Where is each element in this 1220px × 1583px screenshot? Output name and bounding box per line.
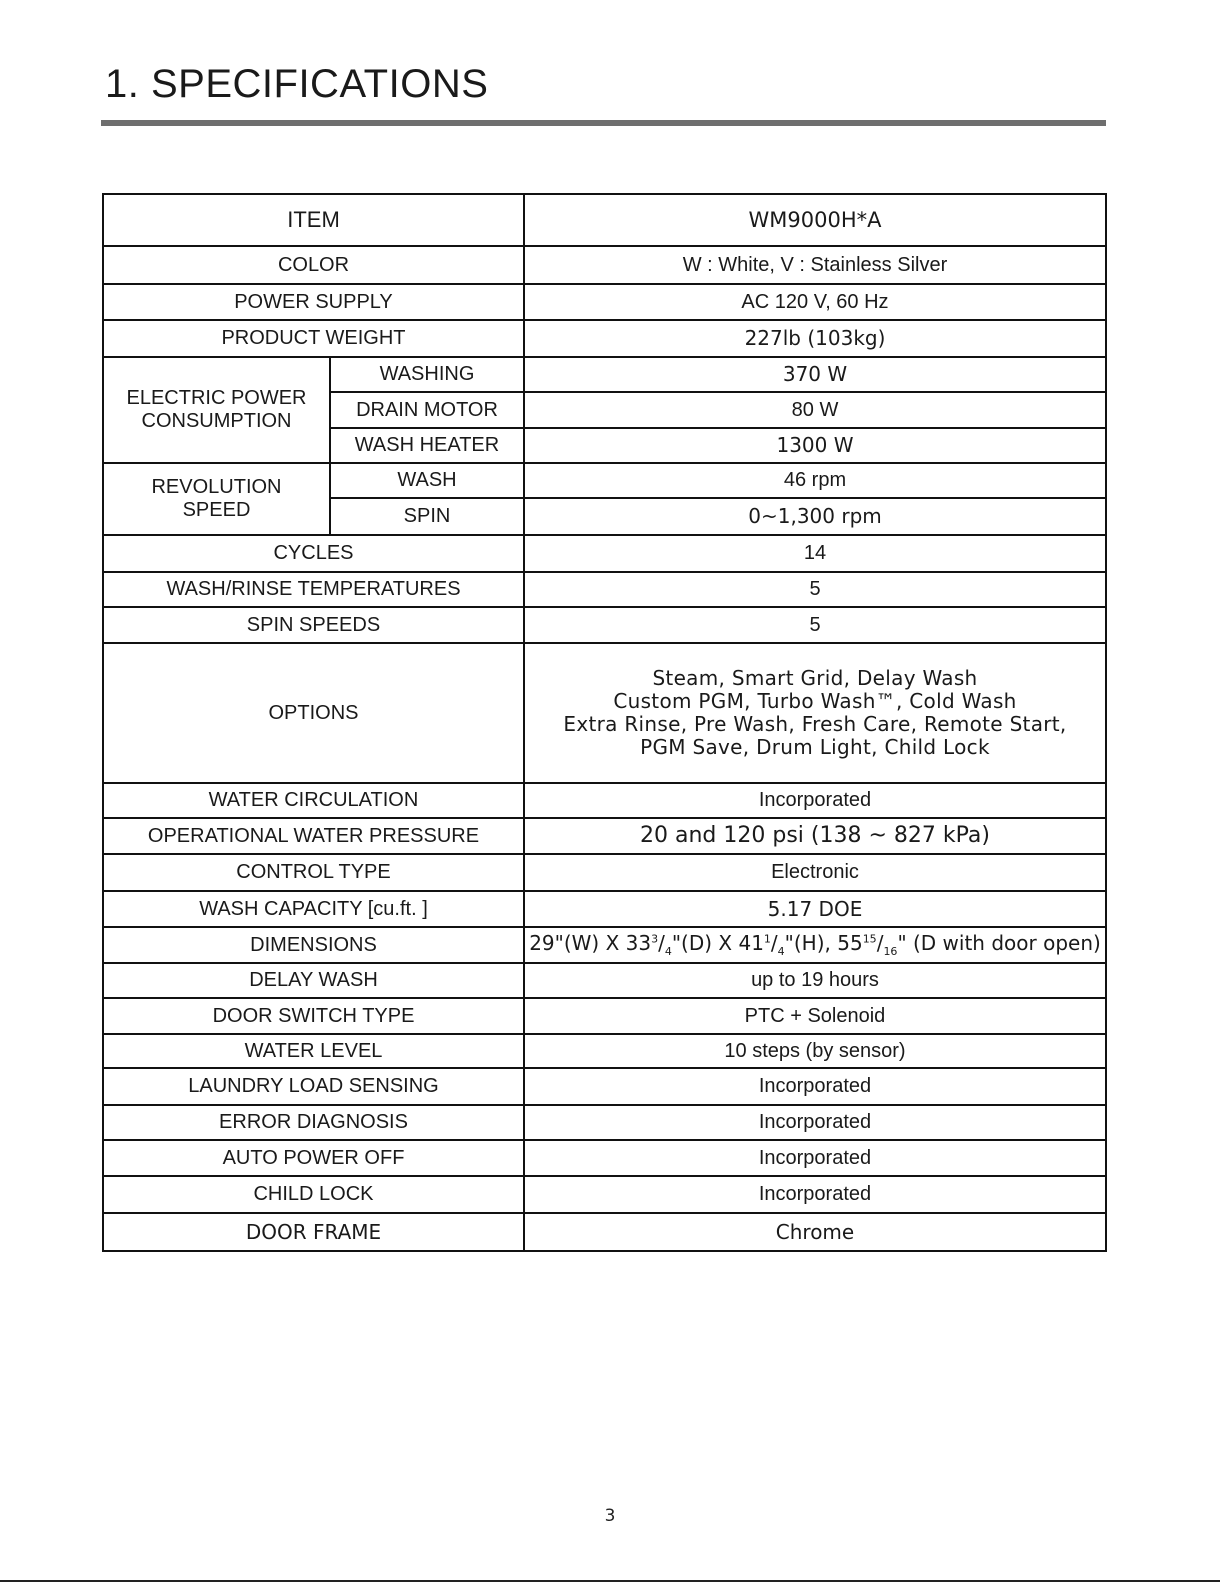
table-row xyxy=(103,1176,1106,1213)
revolution-speed-label xyxy=(103,463,330,535)
table-row xyxy=(103,891,1106,927)
options-line-4: PGM Save, Drum Light, Child Lock xyxy=(640,735,990,759)
delay-wash-label: DELAY WASH xyxy=(103,963,524,998)
options-label: OPTIONS xyxy=(103,643,524,783)
table-row xyxy=(103,818,1106,854)
color-label: COLOR xyxy=(103,246,524,284)
table-row xyxy=(103,1105,1106,1140)
electric-power-label-line2: CONSUMPTION xyxy=(141,410,292,432)
dimensions-label: DIMENSIONS xyxy=(103,927,524,963)
table-row xyxy=(103,1140,1106,1176)
fraction-1-numerator: 3 xyxy=(651,932,659,946)
table-row xyxy=(103,998,1106,1034)
bottom-edge-line xyxy=(0,1580,1220,1582)
water-circulation-value: Incorporated xyxy=(524,783,1106,818)
table-header-row xyxy=(103,194,1106,246)
power-supply-value: AC 120 V, 60 Hz xyxy=(524,284,1106,320)
dimensions-part-1: 29"(W) X 33 xyxy=(529,930,652,955)
table-row xyxy=(103,963,1106,998)
laundry-load-sensing-value: Incorporated xyxy=(524,1068,1106,1105)
table-row xyxy=(103,1213,1106,1251)
drain-motor-value: 80 W xyxy=(524,392,1106,428)
spin-rpm-value: 0~1,300 rpm xyxy=(524,498,1106,535)
wash-rpm-value: 46 rpm xyxy=(524,463,1106,498)
electric-power-label-line1: ELECTRIC POWER xyxy=(126,387,307,409)
options-line-2: Custom PGM, Turbo Wash™, Cold Wash xyxy=(613,689,1017,713)
table-row xyxy=(103,1068,1106,1105)
spin-speeds-value: 5 xyxy=(524,607,1106,643)
title-underline xyxy=(101,120,1106,126)
table-row xyxy=(103,284,1106,320)
water-level-value: 10 steps (by sensor) xyxy=(524,1034,1106,1068)
auto-power-off-label: AUTO POWER OFF xyxy=(103,1140,524,1176)
fraction-3-numerator: 15 xyxy=(862,932,877,946)
electric-power-label xyxy=(103,357,330,463)
dimensions-value: 29"(W) X $33^3/_4"(D)$ X $41^1/_4"(H)$, $55^{15}/_{16}$" (D with door open) xyxy=(524,927,1106,963)
door-frame-label: DOOR FRAME xyxy=(103,1213,524,1251)
wash-rinse-temps-label: WASH/RINSE TEMPERATURES xyxy=(103,572,524,607)
fraction-2-numerator: 1 xyxy=(763,932,771,946)
wash-rinse-temps-value: 5 xyxy=(524,572,1106,607)
table-row xyxy=(103,320,1106,357)
wash-heater-value: 1300 W xyxy=(524,428,1106,463)
wash-capacity-label: WASH CAPACITY [cu.ft. ] xyxy=(103,891,524,927)
washing-value: 370 W xyxy=(524,357,1106,392)
power-supply-label: POWER SUPPLY xyxy=(103,284,524,320)
cycles-label: CYCLES xyxy=(103,535,524,572)
washing-label: WASHING xyxy=(330,357,524,392)
door-switch-type-label: DOOR SWITCH TYPE xyxy=(103,998,524,1034)
table-row xyxy=(103,607,1106,643)
fraction-2-denominator: 4 xyxy=(777,944,785,958)
child-lock-label: CHILD LOCK xyxy=(103,1176,524,1213)
spin-rpm-label: SPIN xyxy=(330,498,524,535)
wash-capacity-value: 5.17 DOE xyxy=(524,891,1106,927)
water-circulation-label: WATER CIRCULATION xyxy=(103,783,524,818)
control-type-value: Electronic xyxy=(524,854,1106,891)
operational-water-pressure-label: OPERATIONAL WATER PRESSURE xyxy=(103,818,524,854)
fraction-1-denominator: 4 xyxy=(664,944,672,958)
options-line-3: Extra Rinse, Pre Wash, Fresh Care, Remote Start, xyxy=(563,712,1067,736)
revolution-speed-label-line2: SPEED xyxy=(182,499,251,521)
table-row xyxy=(103,783,1106,818)
product-weight-value: 227lb (103kg) xyxy=(524,320,1106,357)
water-level-label: WATER LEVEL xyxy=(103,1034,524,1068)
table-row xyxy=(103,572,1106,607)
dimensions-part-2: "(D) X 41 xyxy=(671,930,764,955)
wash-heater-label: WASH HEATER xyxy=(330,428,524,463)
operational-water-pressure-value: 20 and 120 psi (138 ~ 827 kPa) xyxy=(524,818,1106,854)
table-row xyxy=(103,927,1106,963)
table-row xyxy=(103,535,1106,572)
control-type-label: CONTROL TYPE xyxy=(103,854,524,891)
color-value: W : White, V : Stainless Silver xyxy=(524,246,1106,284)
options-value xyxy=(524,643,1106,783)
error-diagnosis-label: ERROR DIAGNOSIS xyxy=(103,1105,524,1140)
header-item: ITEM xyxy=(103,194,524,246)
laundry-load-sensing-label: LAUNDRY LOAD SENSING xyxy=(103,1068,524,1105)
wash-rpm-label: WASH xyxy=(330,463,524,498)
cycles-value: 14 xyxy=(524,535,1106,572)
dimensions-part-4: " (D with door open) xyxy=(897,930,1101,955)
drain-motor-label: DRAIN MOTOR xyxy=(330,392,524,428)
table-row xyxy=(103,643,1106,783)
door-switch-type-value: PTC + Solenoid xyxy=(524,998,1106,1034)
delay-wash-value: up to 19 hours xyxy=(524,963,1106,998)
spin-speeds-label: SPIN SPEEDS xyxy=(103,607,524,643)
revolution-speed-label-line1: REVOLUTION xyxy=(151,476,282,498)
table-row xyxy=(103,854,1106,891)
options-line-1: Steam, Smart Grid, Delay Wash xyxy=(652,666,978,690)
table-row xyxy=(103,1034,1106,1068)
fraction-3-denominator: 16 xyxy=(883,944,898,958)
dimensions-part-3: "(H), 55 xyxy=(784,930,863,955)
table-row xyxy=(103,463,1106,498)
table-row xyxy=(103,357,1106,392)
child-lock-value: Incorporated xyxy=(524,1176,1106,1213)
door-frame-value: Chrome xyxy=(524,1213,1106,1251)
header-model: WM9000H*A xyxy=(524,194,1106,246)
error-diagnosis-value: Incorporated xyxy=(524,1105,1106,1140)
auto-power-off-value: Incorporated xyxy=(524,1140,1106,1176)
product-weight-label: PRODUCT WEIGHT xyxy=(103,320,524,357)
specifications-table xyxy=(102,193,1107,1252)
page-title: 1. SPECIFICATIONS xyxy=(105,62,489,106)
table-row xyxy=(103,246,1106,284)
page-number: 3 xyxy=(604,1506,616,1526)
